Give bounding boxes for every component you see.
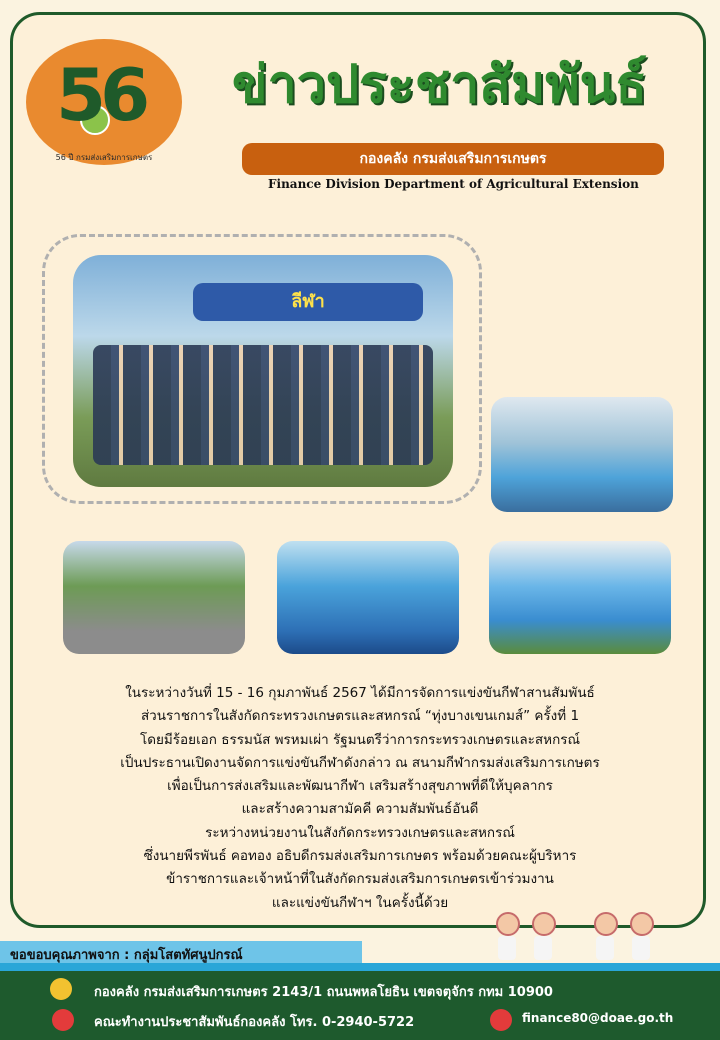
main-group-photo (73, 255, 453, 487)
anniversary-logo (26, 39, 182, 165)
logo-caption: 56 ปี กรมส่งเสริมการเกษตร (55, 153, 153, 162)
footer-email[interactable]: finance80@doae.go.th (522, 1011, 674, 1025)
group-people (93, 345, 433, 465)
kid-figure (496, 912, 520, 962)
footer-phone: คณะทำงานประชาสัมพันธ์กองคลัง โทร. 0-2940-5722 (94, 1015, 415, 1030)
body-line: เพื่อเป็นการส่งเสริมและพัฒนากีฬา เสริมสร้างสุขภาพที่ดีให้บุคลากร (167, 778, 553, 795)
photo-cheer-team (277, 541, 459, 654)
body-line: และแข่งขันกีฬาฯ ในครั้งนี้ด้วย (271, 894, 449, 911)
kid-figure (630, 912, 654, 962)
footer (0, 971, 720, 1040)
body-line: โดยมีร้อยเอก ธรรมนัส พรหมเผ่า รัฐมนตรีว่าการกระทรวงเกษตรและสหกรณ์ (139, 731, 581, 748)
body-line: ระหว่างหน่วยงานในสังกัดกระทรวงเกษตรและสหกรณ์ (205, 824, 515, 841)
divider-strip (0, 963, 720, 971)
mail-icon (490, 1009, 512, 1031)
news-body (30, 682, 690, 915)
photo-credit: ขอขอบคุณภาพจาก : กลุ่มโสตทัศนูปกรณ์ (0, 941, 362, 971)
body-line: ซึ่งนายพีรพันธ์ คอทอง อธิบดีกรมส่งเสริมการเกษตร พร้อมด้วยคณะผู้บริหาร (143, 848, 577, 865)
location-pin-icon (50, 978, 72, 1000)
division-subtitle: Finance Division Department of Agricultural Extension (268, 177, 639, 191)
event-sign: ลีฬา (193, 283, 423, 321)
page-title: ข่าวประชาสัมพันธ์ (232, 55, 647, 115)
body-line: ในระหว่างวันที่ 15 - 16 กุมภาพันธ์ 2567 ได้มีการจัดการแข่งขันกีฬาสานสัมพันธ์ (125, 685, 595, 701)
photo-parade (63, 541, 245, 654)
photo-tug-of-war (489, 541, 671, 654)
kid-figure (532, 912, 556, 962)
footer-address: กองคลัง กรมส่งเสริมการเกษตร 2143/1 ถนนพหลโยธิน เขตจตุจักร กทม 10900 (94, 985, 553, 1000)
phone-icon (52, 1009, 74, 1031)
body-line: ข้าราชการและเจ้าหน้าที่ในสังกัดกรมส่งเสริมการเกษตรเข้าร่วมงาน (166, 871, 554, 888)
division-banner: กองคลัง กรมส่งเสริมการเกษตร (242, 143, 664, 175)
photo-participants (491, 397, 673, 512)
body-line: และสร้างความสามัคคี ความสัมพันธ์อันดี (241, 801, 479, 818)
main-photo-frame (42, 234, 482, 504)
kid-figure (594, 912, 618, 962)
kids-illustration (490, 912, 670, 970)
logo-number: 56 (56, 53, 145, 137)
body-line: เป็นประธานเปิดงานจัดการแข่งขันกีฬาดังกล่าว ณ สนามกีฬากรมส่งเสริมการเกษตร (120, 754, 600, 771)
body-line: ส่วนราชการในสังกัดกระทรวงเกษตรและสหกรณ์ “ทุ่งบางเขนเกมส์” ครั้งที่ 1 (140, 708, 580, 725)
